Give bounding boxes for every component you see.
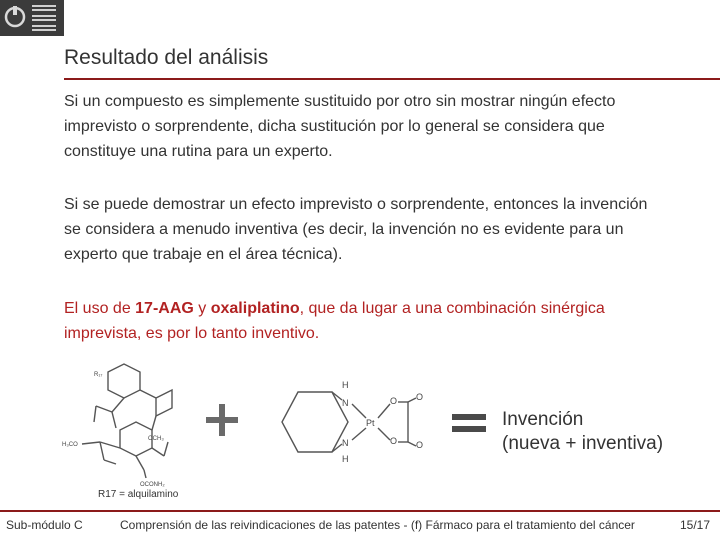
drug-oxaliplatin: oxaliplatino	[210, 300, 300, 317]
aag-label-oconh2: OCONH₂	[140, 482, 165, 488]
invention-result	[502, 408, 663, 456]
paragraph-conclusion	[64, 296, 664, 346]
oxali-h-top: H	[342, 380, 349, 390]
footer-submodule: Sub-módulo C	[6, 518, 83, 532]
oxali-o-bottom: O	[390, 436, 398, 446]
epo-logo	[0, 0, 64, 36]
oxali-o-bottom-right: O	[416, 440, 424, 450]
oxaliplatin-structure-diagram	[270, 378, 440, 468]
plus-symbol	[202, 400, 242, 440]
drug-17aag: 17-AAG	[135, 300, 194, 317]
oxali-o-top: O	[390, 396, 398, 406]
epo-logo-mark-icon	[4, 4, 26, 30]
aag-label-och3: OCH₃	[148, 436, 164, 442]
footer-divider	[0, 510, 720, 512]
paragraph-routine-substitution: Si un compuesto es simplemente sustituido por otro sin mostrar ningún efecto imprevisto o sorprendente, dicha sustitución por lo general se considera que constituye una rutina para un experto.	[64, 93, 616, 160]
footer-page-number: 15/17	[680, 518, 711, 532]
aag-label-h3co: H₃CO	[62, 442, 78, 448]
equals-symbol	[452, 412, 486, 434]
epo-logo-text-lines	[32, 5, 56, 33]
paragraph-unexpected-effect: Si se puede demostrar un efecto imprevisto o sorprendente, entonces la invención se considera a menudo inventiva (es decir, la invención no es evidente para un experto que trabaje en el área técnica).	[64, 196, 648, 263]
17aag-structure-diagram	[60, 360, 210, 490]
title-divider	[64, 78, 720, 80]
oxali-h-bottom: H	[342, 454, 349, 464]
result-line-2: (nueva + inventiva)	[502, 433, 664, 454]
r17-caption: R17 = alquilamino	[98, 489, 179, 500]
footer-course-title: Comprensión de las reivindicaciones de las patentes - (f) Fármaco para el tratamiento del cáncer	[120, 518, 635, 532]
conclusion-text-3: , que da lugar a una combinación sinérgica imprevista, es por lo tanto inventivo.	[64, 300, 605, 342]
aag-label-r17: R₁₇	[94, 372, 103, 378]
oxali-o-top-right: O	[416, 392, 424, 402]
oxali-n-bottom: N	[342, 438, 349, 448]
conclusion-text-2: y	[193, 300, 211, 317]
result-line-1: Invención	[502, 409, 584, 430]
oxali-n-top: N	[342, 398, 349, 408]
conclusion-text-1: El uso de	[64, 300, 136, 317]
slide-title: Resultado del análisis	[64, 46, 269, 69]
oxali-pt: Pt	[366, 418, 375, 428]
